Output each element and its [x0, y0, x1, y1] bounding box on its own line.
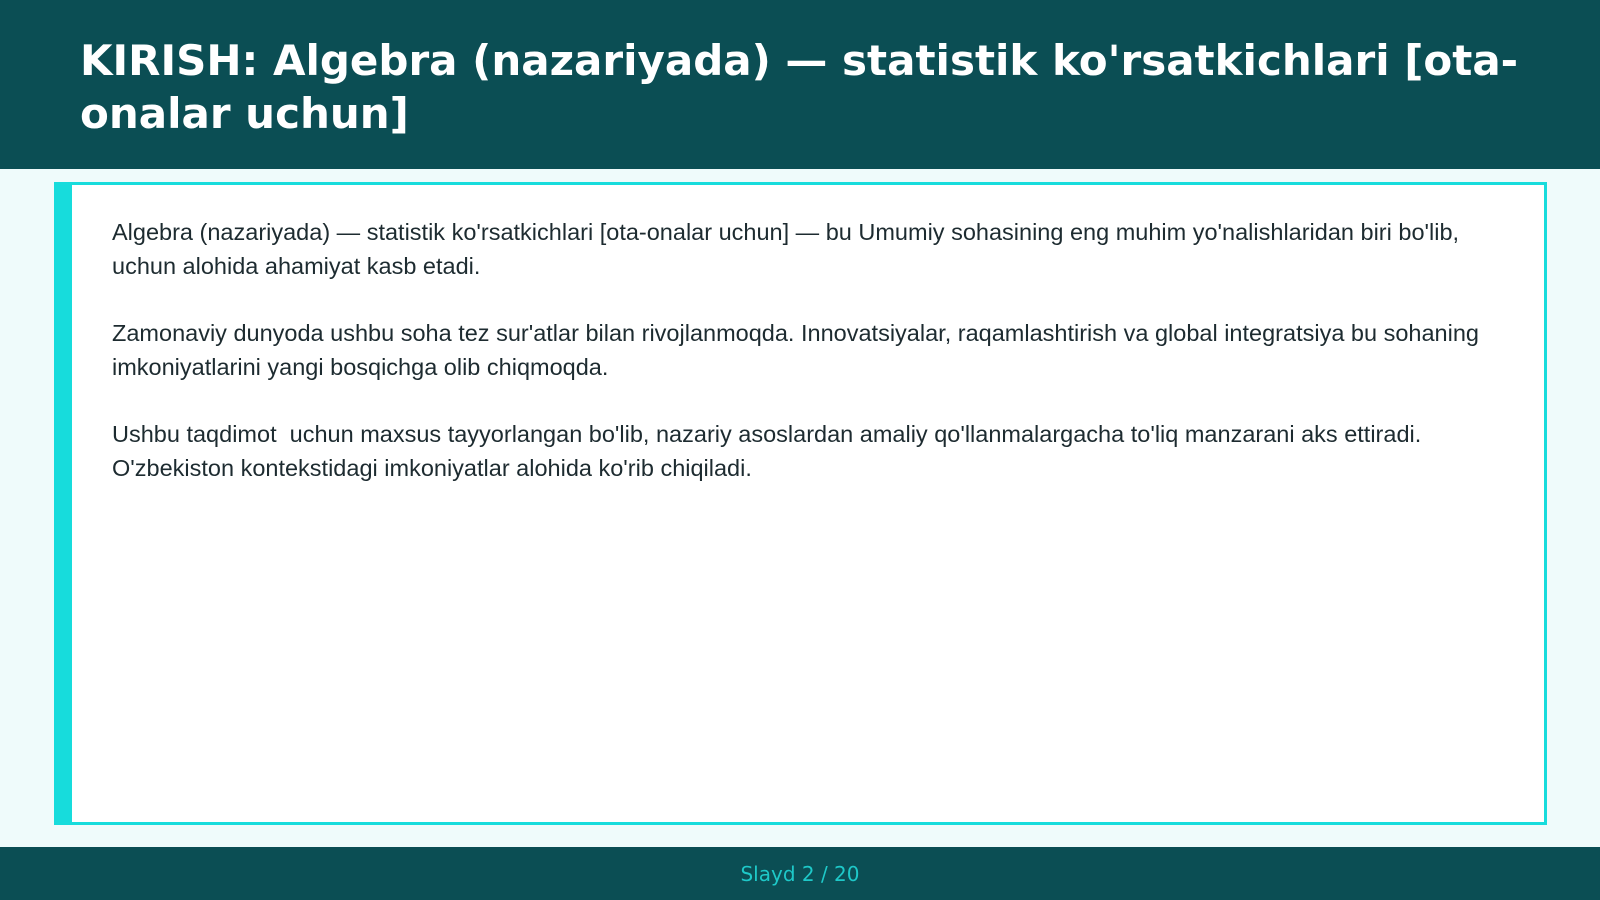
- presentation-purpose-paragraph: Ushbu taqdimot uchun maxsus tayyorlangan bo'lib, nazariy asoslardan amaliy qo'llanmalargacha to'liq manzarani aks ettiradi. O'zbekiston kontekstidagi imkoniyatlar alohida ko'rib chiqiladi.: [112, 421, 1428, 481]
- slide-page-indicator: Slayd 2 / 20: [740, 861, 860, 886]
- modern-world-paragraph: Zamonaviy dunyoda ushbu soha tez sur'atlar bilan rivojlanmoqda. Innovatsiyalar, raqamlashtirish va global integratsiya bu sohaning imkoniyatlarini yangi bosqichga olib chiqmoqda.: [112, 320, 1486, 380]
- slide-title: KIRISH: Algebra (nazariyada) — statistik ko'rsatkichlari [ota-onalar uchun]: [80, 36, 1519, 138]
- slide-footer: [0, 847, 1600, 900]
- intro-paragraph: Algebra (nazariyada) — statistik ko'rsatkichlari [ota-onalar uchun] — bu Umumiy sohasining eng muhim yo'nalishlaridan biri bo'lib, uchun alohida ahamiyat kasb etadi.: [112, 219, 1473, 279]
- slide-content-card: [54, 182, 1547, 825]
- slide-header: [0, 0, 1600, 169]
